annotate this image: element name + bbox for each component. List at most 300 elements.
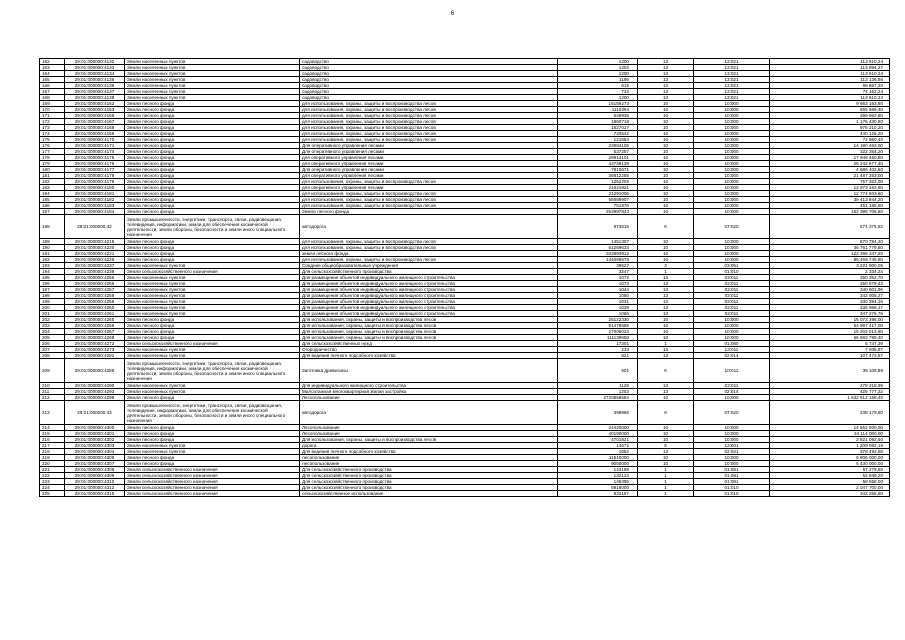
group-cell: 13 xyxy=(638,299,694,305)
land-category-cell: Земли лесного фонда xyxy=(125,155,300,161)
cadastral-number-cell: 29:01:000000:4300 xyxy=(65,425,125,431)
permitted-use-cell: Для размещения объектов индивидуального жилищного строительства xyxy=(300,293,558,299)
row-number-cell: 196 xyxy=(40,281,65,287)
land-category-cell: Земли населенных пунктов xyxy=(125,311,300,317)
cadastral-value-cell: 72 950,40 xyxy=(770,137,890,143)
area-cell: 17301 xyxy=(558,341,638,347)
land-category-cell: Земли лесного фонда xyxy=(125,179,300,185)
land-category-cell: Земли лесного фонда xyxy=(125,251,300,257)
area-cell: 821 xyxy=(558,353,638,359)
area-cell: 1200 xyxy=(558,95,638,101)
area-cell: 9050000 xyxy=(558,461,638,467)
group-cell: 1 xyxy=(638,467,694,473)
cadastral-value-cell: 74 162,24 xyxy=(770,89,890,95)
land-category-cell: Земли лесного фонда xyxy=(125,329,300,335)
use-code-cell: 10:000 xyxy=(694,209,770,215)
cadastral-number-cell: 29:01:000000:4299 xyxy=(65,395,125,401)
cadastral-number-cell: 29:01:000000:4255 xyxy=(65,275,125,281)
land-category-cell: Земли населенных пунктов xyxy=(125,389,300,395)
group-cell: 10 xyxy=(638,101,694,107)
cadastral-value-cell: 54 887 417,00 xyxy=(770,323,890,329)
group-cell: 10 xyxy=(638,395,694,401)
land-category-cell: Земли населенных пунктов xyxy=(125,353,300,359)
permitted-use-cell: садоводство xyxy=(300,83,558,89)
area-cell: 1662 xyxy=(558,449,638,455)
cadastral-value-cell: 870 784,20 xyxy=(770,239,890,245)
group-cell: 10 xyxy=(638,203,694,209)
land-category-cell: Земли лесного фонда xyxy=(125,209,300,215)
use-code-cell: 13:021 xyxy=(694,95,770,101)
cadastral-value-cell: 39 413 944,20 xyxy=(770,197,890,203)
cadastral-value-cell: 57 279,60 xyxy=(770,467,890,473)
row-number-cell: 195 xyxy=(40,275,65,281)
cadastral-value-cell: 322 354,20 xyxy=(770,149,890,155)
cadastral-number-cell: 29:01:000000:4170 xyxy=(65,137,125,143)
group-cell: 10 xyxy=(638,251,694,257)
cadastral-value-cell: 1 176 430,80 xyxy=(770,119,890,125)
cadastral-number-cell: 29:01:000000:4285 xyxy=(65,359,125,383)
use-code-cell: 10:000 xyxy=(694,131,770,137)
area-cell: 11510000 xyxy=(558,455,638,461)
cadastral-value-cell: 574 375,62 xyxy=(770,215,890,239)
area-cell: 23884105 xyxy=(558,143,638,149)
area-cell: 111139659 xyxy=(558,335,638,341)
group-cell: 13 xyxy=(638,59,694,65)
use-code-cell: 10:000 xyxy=(694,191,770,197)
group-cell: 3 xyxy=(638,263,694,269)
row-number-cell: 165 xyxy=(40,77,65,83)
row-number-cell: 173 xyxy=(40,125,65,131)
permitted-use-cell: Для сельскохозяйственного производства xyxy=(300,467,558,473)
row-number-cell: 185 xyxy=(40,197,65,203)
use-code-cell: 10:000 xyxy=(694,329,770,335)
cadastral-number-cell: 29:01:000000:4315 xyxy=(65,491,125,497)
permitted-use-cell: для использования, охраны, защиты и воспроизводства лесов xyxy=(300,125,558,131)
use-code-cell: 10:000 xyxy=(694,317,770,323)
cadastral-value-cell: 347 276,76 xyxy=(770,311,890,317)
row-number-cell: 224 xyxy=(40,485,65,491)
permitted-use-cell: Для размещения объектов индивидуального жилищного строительства xyxy=(300,299,558,305)
cadastral-number-cell: 29:01:000000:4178 xyxy=(65,173,125,179)
permitted-use-cell: Для размещения объектов индивидуального жилищного строительства xyxy=(300,287,558,293)
row-number-cell: 174 xyxy=(40,131,65,137)
land-category-cell: Земли сельскохозяйственного назначения xyxy=(125,467,300,473)
permitted-use-cell: для оперативного управления лесами xyxy=(300,173,558,179)
permitted-use-cell: Огородничество xyxy=(300,347,558,353)
area-cell: 27005023 xyxy=(558,329,638,335)
cadastral-value-cell: 21 487 353,00 xyxy=(770,173,890,179)
area-cell: 91478695 xyxy=(558,323,638,329)
row-number-cell: 192 xyxy=(40,257,65,263)
cadastral-value-cell: 238 179,60 xyxy=(770,401,890,425)
group-cell: 10 xyxy=(638,323,694,329)
permitted-use-cell: Для использования, охраны, защиты и воспроизводства лесов xyxy=(300,317,558,323)
row-number-cell: 204 xyxy=(40,329,65,335)
area-cell: 615 xyxy=(558,83,638,89)
use-code-cell: 10:000 xyxy=(694,425,770,431)
group-cell: 13 xyxy=(638,353,694,359)
land-category-cell: Земли лесного фонда xyxy=(125,113,300,119)
land-category-cell: Земли лесного фонда xyxy=(125,137,300,143)
permitted-use-cell: Для использования, охраны, защиты и воспроизводства лесов xyxy=(300,437,558,443)
use-code-cell: 13:021 xyxy=(694,71,770,77)
cadastral-value-cell: 976 210,20 xyxy=(770,125,890,131)
use-code-cell: 01:081 xyxy=(694,467,770,473)
land-category-cell: Земли лесного фонда xyxy=(125,437,300,443)
cadastral-number-cell: 29:01:000000:4237 xyxy=(65,263,125,269)
use-code-cell: 02:014 xyxy=(694,389,770,395)
use-code-cell: 02:011 xyxy=(694,383,770,389)
permitted-use-cell: Земли лесного фонда xyxy=(300,209,558,215)
row-number-cell: 222 xyxy=(40,473,65,479)
land-category-cell: Земли промышленности, энергетики, транспорта, связи, радиовещания, телевидения, информатики, земли для обеспечения космической деятельности, земли обороны, безопасности и земли иного специального назначения xyxy=(125,401,300,425)
permitted-use-cell: Для ведения личного подсобного хозяйства xyxy=(300,353,558,359)
area-cell: 21621921 xyxy=(558,185,638,191)
area-cell: 35812255 xyxy=(558,173,638,179)
cadastral-number-cell: 29:01:000000:4167 xyxy=(65,119,125,125)
cadastral-number-cell: 29:01:000000:4180 xyxy=(65,185,125,191)
use-code-cell: 10:000 xyxy=(694,143,770,149)
area-cell: 2720859584 xyxy=(558,395,638,401)
use-code-cell: 10:000 xyxy=(694,107,770,113)
cadastral-number-cell: 29:01:000000:4303 xyxy=(65,443,125,449)
permitted-use-cell: садоводство xyxy=(300,59,558,65)
area-cell: 16159273 xyxy=(558,101,638,107)
area-cell: 14672 xyxy=(558,443,638,449)
permitted-use-cell: для использования, охраны, защиты и воспроизводства лесов xyxy=(300,257,558,263)
area-cell: 143199 xyxy=(558,467,638,473)
area-cell: 1110394 xyxy=(558,107,638,113)
land-category-cell: Земли лесного фонда xyxy=(125,323,300,329)
group-cell: 10 xyxy=(638,113,694,119)
permitted-use-cell: для использования, охраны, защиты и воспроизводства лесов xyxy=(300,101,558,107)
permitted-use-cell: для использования, охраны, защиты и воспроизводства лесов xyxy=(300,131,558,137)
row-number-cell: 207 xyxy=(40,347,65,353)
cadastral-number-cell: 29:01:000000:4312 xyxy=(65,485,125,491)
group-cell: 10 xyxy=(638,161,694,167)
land-category-cell: Земли лесного фонда xyxy=(125,161,300,167)
group-cell: 10 xyxy=(638,185,694,191)
use-code-cell: 13:021 xyxy=(694,83,770,89)
land-category-cell: Земли лесного фонда xyxy=(125,239,300,245)
cadastral-number-cell: 29:01:000000:4136 xyxy=(65,83,125,89)
cadastral-number-cell: 29:01:000000:4181 xyxy=(65,191,125,197)
cadastral-value-cell: 1 209 093,16 xyxy=(770,443,890,449)
use-code-cell: 13:011 xyxy=(694,347,770,353)
permitted-use-cell: Для оперативного управления лесами xyxy=(300,149,558,155)
area-cell: 1627017 xyxy=(558,125,638,131)
row-number-cell: 201 xyxy=(40,311,65,317)
land-category-cell: Земли лесного фонда xyxy=(125,455,300,461)
use-code-cell: 10:000 xyxy=(694,335,770,341)
permitted-use-cell: Лесопользование xyxy=(300,395,558,401)
cadastral-number-cell: 29:01:000000:4135 xyxy=(65,77,125,83)
permitted-use-cell: Для размещения объектов индивидуального жилищного строительства xyxy=(300,281,558,287)
permitted-use-cell: Для использования, охраны, защиты и воспроизводства лесов xyxy=(300,323,558,329)
cadastral-number-cell: 29:01:000000:4219 xyxy=(65,239,125,245)
use-code-cell: 01:081 xyxy=(694,473,770,479)
use-code-cell: 10:000 xyxy=(694,161,770,167)
cadastral-value-cell: 16 203 013,80 xyxy=(770,329,890,335)
row-number-cell: 218 xyxy=(40,449,65,455)
area-cell: 1031 xyxy=(558,299,638,305)
row-number-cell: 221 xyxy=(40,467,65,473)
group-cell: 6 xyxy=(638,443,694,449)
group-cell: 10 xyxy=(638,245,694,251)
cadastral-number-cell: 29:01:000000:4238 xyxy=(65,269,125,275)
row-number-cell: 202 xyxy=(40,317,65,323)
area-cell: 1200 xyxy=(558,59,638,65)
use-code-cell: 10:000 xyxy=(694,323,770,329)
group-cell: 10 xyxy=(638,167,694,173)
group-cell: 10 xyxy=(638,125,694,131)
land-category-cell: Земли лесного фонда xyxy=(125,173,300,179)
use-code-cell: 10:000 xyxy=(694,461,770,467)
cadastral-value-cell: 350 352,70 xyxy=(770,275,890,281)
group-cell: 10 xyxy=(638,155,694,161)
cadastral-number-cell: 29:01:000000:4308 xyxy=(65,467,125,473)
use-code-cell: 10:000 xyxy=(694,431,770,437)
area-cell: 1203 xyxy=(558,65,638,71)
cadastral-number-cell: 29:01:000000:4306 xyxy=(65,455,125,461)
area-cell: 649938 xyxy=(558,113,638,119)
row-number-cell: 171 xyxy=(40,113,65,119)
land-category-cell: Земли населенных пунктов xyxy=(125,449,300,455)
area-cell: 253997843 xyxy=(558,209,638,215)
land-category-cell: Земли населенных пунктов xyxy=(125,263,300,269)
area-cell: 601 xyxy=(558,359,638,383)
group-cell: 10 xyxy=(638,143,694,149)
cadastral-value-cell: 335 965,17 xyxy=(770,305,890,311)
use-code-cell: 10:000 xyxy=(694,137,770,143)
permitted-use-cell: Для сельскохозяйственного производства xyxy=(300,269,558,275)
land-category-cell: Земли лесного фонда xyxy=(125,149,300,155)
row-number-cell: 216 xyxy=(40,437,65,443)
permitted-use-cell: садоводство xyxy=(300,89,558,95)
cadastral-number-cell: 29:01:000000:4134 xyxy=(65,71,125,77)
group-cell: 10 xyxy=(638,107,694,113)
cadastral-number-cell: 29:01:000000:4163 xyxy=(65,107,125,113)
use-code-cell: 02:011 xyxy=(694,299,770,305)
row-number-cell: 225 xyxy=(40,491,65,497)
row-number-cell: 189 xyxy=(40,239,65,245)
group-cell: 13 xyxy=(638,281,694,287)
cadastral-number-cell: 29:01:000000:4220 xyxy=(65,245,125,251)
cadastral-number-cell: 29:01:000000:4132 xyxy=(65,59,125,65)
use-code-cell: 10:000 xyxy=(694,185,770,191)
permitted-use-cell: Заготовка древесины xyxy=(300,359,558,383)
cadastral-value-cell: 340 394,16 xyxy=(770,299,890,305)
cadastral-value-cell: 440 125,20 xyxy=(770,131,890,137)
area-cell: 203993912 xyxy=(558,251,638,257)
group-cell: 10 xyxy=(638,173,694,179)
use-code-cell: 02:011 xyxy=(694,305,770,311)
group-cell: 10 xyxy=(638,329,694,335)
use-code-cell: 10:000 xyxy=(694,167,770,173)
area-cell: 43736129 xyxy=(558,161,638,167)
row-number-cell: 177 xyxy=(40,149,65,155)
group-cell: 13 xyxy=(638,389,694,395)
cadastral-value-cell: 3 221 900,05 xyxy=(770,263,890,269)
use-code-cell: 02:021 xyxy=(694,449,770,455)
area-cell: 1128 xyxy=(558,383,638,389)
group-cell: 10 xyxy=(638,119,694,125)
group-cell: 13 xyxy=(638,383,694,389)
use-code-cell: 01:080 xyxy=(694,341,770,347)
group-cell: 10 xyxy=(638,455,694,461)
area-cell: 121584 xyxy=(558,137,638,143)
use-code-cell: 10:000 xyxy=(694,455,770,461)
group-cell: 1 xyxy=(638,269,694,275)
cadastral-number-cell: 29:01:000000:4259 xyxy=(65,299,125,305)
area-cell: 1066 xyxy=(558,311,638,317)
area-cell: 1960718 xyxy=(558,119,638,125)
permitted-use-cell: для использования, охраны, защиты и воспроизводства лесов xyxy=(300,179,558,185)
row-number-cell: 166 xyxy=(40,83,65,89)
land-category-cell: Земли населенных пунктов xyxy=(125,89,300,95)
cadastral-number-cell: 29:01:000000:4310 xyxy=(65,479,125,485)
row-number-cell: 208 xyxy=(40,353,65,359)
use-code-cell: 13:021 xyxy=(694,89,770,95)
cadastral-value-cell: 2 334,24 xyxy=(770,269,890,275)
group-cell: 13 xyxy=(638,293,694,299)
area-cell: 1203 xyxy=(558,389,638,395)
row-number-cell: 215 xyxy=(40,431,65,437)
land-category-cell: Земли лесного фонда xyxy=(125,317,300,323)
permitted-use-cell: лесопользование xyxy=(300,461,558,467)
row-number-cell: 205 xyxy=(40,335,65,341)
row-number-cell: 187 xyxy=(40,209,65,215)
cadastral-number-cell: 29:01:000000:4221 xyxy=(65,251,125,257)
group-cell: 10 xyxy=(638,317,694,323)
land-category-cell: Земли лесного фонда xyxy=(125,197,300,203)
area-cell: 61269633 xyxy=(558,245,638,251)
cadastral-value-cell: 279 218,69 xyxy=(770,383,890,389)
area-cell: 537257 xyxy=(558,149,638,155)
permitted-use-cell: Лесопользование xyxy=(300,425,558,431)
group-cell: 10 xyxy=(638,431,694,437)
use-code-cell: 02:014 xyxy=(694,353,770,359)
area-cell: 5918000 xyxy=(558,485,638,491)
permitted-use-cell: для оперативного управления лесами xyxy=(300,161,558,167)
cadastral-number-cell: 29:01:000000:4302 xyxy=(65,437,125,443)
cadastral-value-cell: 14 180 463,00 xyxy=(770,143,890,149)
area-cell: 1029 xyxy=(558,305,638,311)
use-code-cell: 10:000 xyxy=(694,239,770,245)
use-code-cell: 01:010 xyxy=(694,491,770,497)
row-number-cell: 170 xyxy=(40,107,65,113)
permitted-use-cell: автодорога xyxy=(300,401,558,425)
row-number-cell: 198 xyxy=(40,293,65,299)
land-category-cell: Земли населенных пунктов xyxy=(125,77,300,83)
row-number-cell: 179 xyxy=(40,161,65,167)
table-row xyxy=(40,215,890,239)
use-code-cell: 10:000 xyxy=(694,197,770,203)
group-cell: 1 xyxy=(638,491,694,497)
row-number-cell: 184 xyxy=(40,191,65,197)
area-cell: 1050 xyxy=(558,293,638,299)
cadastral-value-cell: 350 679,43 xyxy=(770,281,890,287)
permitted-use-cell: для использования, охраны, защиты и воспроизводства лесов xyxy=(300,245,558,251)
row-number-cell: 193 xyxy=(40,263,65,269)
cadastral-number-cell: 29:01:000000:4133 xyxy=(65,65,125,71)
land-category-cell: Земли лесного фонда xyxy=(125,143,300,149)
permitted-use-cell: садоводство xyxy=(300,95,558,101)
cadastral-value-cell: 14 652 000,00 xyxy=(770,425,890,431)
cadastral-value-cell: 12 774 603,60 xyxy=(770,191,890,197)
permitted-use-cell: земли лесного фонда xyxy=(300,251,558,257)
row-number-cell: 183 xyxy=(40,185,65,191)
permitted-use-cell: для использования, охраны, защиты и воспроизводства лесов xyxy=(300,119,558,125)
cadastral-value-cell: 26 242 677,40 xyxy=(770,161,890,167)
cadastral-number-cell: 29:01:000000:4168 xyxy=(65,125,125,131)
permitted-use-cell: Для использования, охраны, защиты и воспроизводства лесов xyxy=(300,329,558,335)
use-code-cell: 10:000 xyxy=(694,101,770,107)
area-cell: 1072 xyxy=(558,275,638,281)
cadastral-value-cell: 665 569,40 xyxy=(770,107,890,113)
cadastral-number-cell: 29:01:000000:4261 xyxy=(65,311,125,317)
row-number-cell: 206 xyxy=(40,341,65,347)
cadastral-value-cell: 52 849,20 xyxy=(770,473,890,479)
row-number-cell: 168 xyxy=(40,95,65,101)
land-category-cell: Земли населенных пунктов xyxy=(125,83,300,89)
group-cell: 6 xyxy=(638,401,694,425)
cadastral-number-cell: 29:01:000000:4165 xyxy=(65,113,125,119)
area-cell: 396966 xyxy=(558,401,638,425)
cadastral-value-cell: 15 073 398,00 xyxy=(770,317,890,323)
cadastral-value-cell: 113 894,27 xyxy=(770,65,890,71)
cadastral-number-cell: 29:01:000000:4309 xyxy=(65,473,125,479)
use-code-cell: 10:000 xyxy=(694,257,770,263)
use-code-cell: 13:021 xyxy=(694,59,770,65)
cadastral-value-cell: 113 136,86 xyxy=(770,77,890,83)
row-number-cell: 219 xyxy=(40,455,65,461)
use-code-cell: 02:011 xyxy=(694,311,770,317)
row-number-cell: 182 xyxy=(40,179,65,185)
permitted-use-cell: для использования, охраны, защиты и воспроизводства лесов xyxy=(300,191,558,197)
cadastral-number-cell: 29:01:000000:4307 xyxy=(65,461,125,467)
use-code-cell: 02:011 xyxy=(694,275,770,281)
area-cell: 40190000 xyxy=(558,431,638,437)
cadastral-number-cell: 29:01:000000:4175 xyxy=(65,155,125,161)
area-cell: 1451307 xyxy=(558,239,638,245)
land-category-cell: Земли населенных пунктов xyxy=(125,59,300,65)
permitted-use-cell: Для размещения объектов индивидуального жилищного строительства xyxy=(300,311,558,317)
land-category-cell: Земли лесного фонда xyxy=(125,425,300,431)
cadastral-number-cell: 29:01:000000:4268 xyxy=(65,335,125,341)
permitted-use-cell: Для оперативного управления лесами xyxy=(300,143,558,149)
row-number-cell: 211 xyxy=(40,389,65,395)
land-category-cell: Земли населенных пунктов xyxy=(125,347,300,353)
permitted-use-cell: Для размещения объектов индивидуального жилищного строительства xyxy=(300,305,558,311)
permitted-use-cell: Для сельскохозяйственного производства xyxy=(300,485,558,491)
group-cell: 6 xyxy=(638,359,694,383)
row-number-cell: 180 xyxy=(40,167,65,173)
use-code-cell: 02:011 xyxy=(694,293,770,299)
area-cell: 132123 xyxy=(558,473,638,479)
cadastral-number-cell: 29:01:000000:4304 xyxy=(65,449,125,455)
permitted-use-cell: Для сельскохозяйственного производства xyxy=(300,473,558,479)
land-category-cell: Земли сельскохозяйственного назначения xyxy=(125,479,300,485)
group-cell: 10 xyxy=(638,335,694,341)
cadastral-value-cell: 340 601,96 xyxy=(770,287,890,293)
area-cell: 4701821 xyxy=(558,437,638,443)
land-category-cell: Земли населенных пунктов xyxy=(125,299,300,305)
cadastral-value-cell: 113 610,24 xyxy=(770,95,890,101)
cadastral-number-cell: 29:01:000000:4182 xyxy=(65,197,125,203)
row-number-cell: 223 xyxy=(40,479,65,485)
permitted-use-cell: для оперативного управления лесами xyxy=(300,155,558,161)
